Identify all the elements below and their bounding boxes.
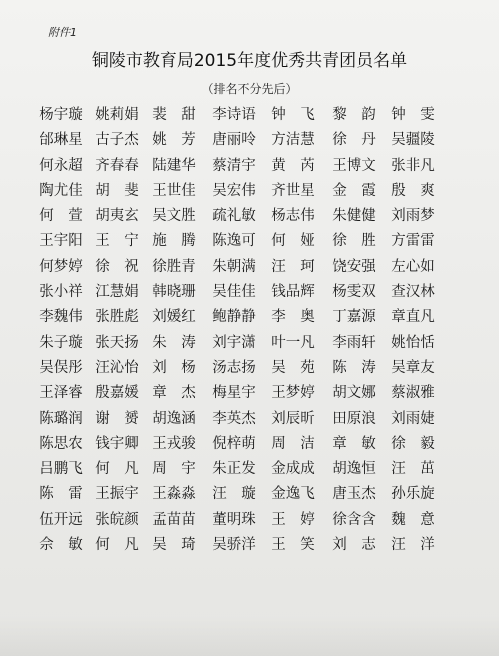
member-name: 吴宏伟 [212,182,256,199]
member-name: 陈思农 [39,435,83,452]
member-name: 陆建华 [152,157,196,174]
name-row [0,408,499,433]
member-name: 王世佳 [152,182,196,199]
member-name: 吴佳佳 [212,284,256,301]
member-name: 刘雨婕 [391,410,435,427]
member-name: 韩晓珊 [152,284,196,301]
name-row [0,256,499,281]
member-name: 倪梓萌 [212,435,256,452]
member-name: 张胜彪 [95,309,139,326]
member-name: 陶尤佳 [39,182,83,199]
member-name: 疏礼敏 [212,208,256,225]
name-row [0,205,499,230]
member-name: 唐丽呤 [212,132,256,149]
member-name: 唐玉杰 [332,486,376,503]
member-name: 伍开远 [39,511,83,528]
member-name: 李雨轩 [332,334,376,351]
member-name: 章 敏 [332,435,376,452]
member-name: 鲍静静 [212,309,256,326]
member-name: 殷嘉媛 [95,385,139,402]
member-name: 徐 胜 [332,233,376,250]
member-name: 陈 雷 [39,486,83,503]
member-name: 汤志扬 [212,359,256,376]
member-name: 王梦婷 [271,385,315,402]
member-name: 裴 甜 [152,107,196,123]
member-name: 王淼淼 [152,486,196,503]
member-name: 钟 雯 [391,107,435,123]
member-name: 章直凡 [391,309,435,326]
member-name: 金成成 [271,461,315,478]
member-name: 吴俣彤 [39,359,83,376]
member-name: 齐世星 [271,182,315,199]
member-name: 邰琳星 [39,132,83,149]
member-name: 朱正发 [212,461,256,478]
member-name: 张皖颜 [95,511,139,528]
member-name: 汪 珂 [271,258,315,275]
name-row [0,155,499,180]
name-row [0,382,499,407]
member-name: 王 宁 [95,233,139,250]
member-name: 施 腾 [152,233,196,250]
member-name: 姚 芳 [152,132,196,149]
member-name: 方雷雷 [391,233,435,250]
member-name: 张天扬 [95,334,139,351]
member-name: 张小祥 [39,284,83,301]
member-name: 刘媛红 [152,309,196,326]
name-row [0,306,499,331]
member-name: 魏 意 [391,511,435,528]
member-name: 何永超 [39,157,83,174]
member-name: 江慧娟 [95,284,139,301]
member-name: 吕鹏飞 [39,461,83,478]
member-name: 孙乐旋 [391,486,435,503]
member-name: 徐 毅 [391,435,435,452]
member-name: 李诗语 [212,107,256,123]
member-name: 钱宇卿 [95,435,139,452]
member-name: 谢 赟 [95,410,139,427]
member-name: 张非凡 [391,157,435,174]
member-name: 叶一凡 [271,334,315,351]
member-name: 梅星宇 [212,385,256,402]
member-name: 徐 祝 [95,258,139,275]
member-name: 何 凡 [95,537,139,554]
member-name: 刘 志 [332,537,376,554]
member-name: 陈逸可 [212,233,256,250]
member-name: 孟苗苗 [152,511,196,528]
member-name: 刘雨梦 [391,208,435,225]
member-name: 李 奥 [271,309,315,326]
member-name: 李英杰 [212,410,256,427]
member-name: 王振宇 [95,486,139,503]
member-name: 左心如 [391,258,435,275]
member-name: 杨宇璇 [39,107,83,123]
member-name: 胡文娜 [332,385,376,402]
name-list [0,104,499,559]
member-name: 周 洁 [271,435,315,452]
member-name: 刘辰昕 [271,410,315,427]
member-name: 朱子璇 [39,334,83,351]
attachment-label: 附件1 [48,26,77,39]
member-name: 朱 涛 [152,334,196,351]
member-name: 王宇阳 [39,233,83,250]
member-name: 刘 杨 [152,359,196,376]
member-name: 蔡清宇 [212,157,256,174]
member-name: 徐含含 [332,511,376,528]
member-name: 田原浪 [332,410,376,427]
member-name: 刘宇潇 [212,334,256,351]
member-name: 董明珠 [212,511,256,528]
name-row [0,458,499,483]
member-name: 查汉林 [391,284,435,301]
member-name: 吴疆陵 [391,132,435,149]
member-name: 姚莉娟 [95,107,139,123]
member-name: 陈璐润 [39,410,83,427]
name-row [0,104,499,129]
member-name: 吴文胜 [152,208,196,225]
member-name: 方洁慧 [271,132,315,149]
member-name: 王泽睿 [39,385,83,402]
name-row [0,332,499,357]
member-name: 胡夷玄 [95,208,139,225]
member-name: 朱健健 [332,208,376,225]
member-name: 汪 洋 [391,537,435,554]
member-name: 李魏伟 [39,309,83,326]
page-title: 铜陵市教育局2015年度优秀共青团员名单 [91,51,408,71]
member-name: 周 宇 [152,461,196,478]
member-name: 陈 涛 [332,359,376,376]
name-row [0,357,499,382]
member-name: 饶安强 [332,258,376,275]
member-name: 钱品辉 [271,284,315,301]
member-name: 黎 韵 [332,107,376,123]
member-name: 王 婷 [271,511,315,528]
member-name: 金逸飞 [271,486,315,503]
name-row [0,483,499,508]
page-shadow [0,616,499,656]
member-name: 丁嘉源 [332,309,376,326]
member-name: 何梦婷 [39,258,83,275]
member-name: 佘 敏 [39,537,83,554]
name-row [0,180,499,205]
name-row [0,129,499,154]
member-name: 王戎骏 [152,435,196,452]
member-name: 王博文 [332,157,376,174]
member-name: 朱朝满 [212,258,256,275]
member-name: 金 霞 [332,182,376,199]
member-name: 古子杰 [95,132,139,149]
name-row [0,230,499,255]
page-subtitle: （排名不分先后） [201,82,298,96]
member-name: 杨雯双 [332,284,376,301]
member-name: 钟 飞 [271,107,315,123]
name-row [0,534,499,559]
member-name: 胡逸恒 [332,461,376,478]
member-name: 王 笑 [271,537,315,554]
member-name: 汪 茁 [391,461,435,478]
member-name: 何 娅 [271,233,315,250]
member-name: 汪 璇 [212,486,256,503]
member-name: 胡 斐 [95,182,139,199]
member-name: 姚怡恬 [391,334,435,351]
name-row [0,433,499,458]
member-name: 吴 琦 [152,537,196,554]
member-name: 徐 丹 [332,132,376,149]
member-name: 吴 苑 [271,359,315,376]
member-name: 齐春春 [95,157,139,174]
member-name: 吴章友 [391,359,435,376]
member-name: 吴骄洋 [212,537,256,554]
member-name: 杨志伟 [271,208,315,225]
member-name: 胡逸涵 [152,410,196,427]
member-name: 殷 爽 [391,182,435,199]
member-name: 何 萱 [39,208,83,225]
member-name: 蔡淑雅 [391,385,435,402]
member-name: 何 凡 [95,461,139,478]
member-name: 章 杰 [152,385,196,402]
member-name: 汪沁怡 [95,359,139,376]
member-name: 徐胜青 [152,258,196,275]
member-name: 黄 芮 [271,157,315,174]
name-row [0,509,499,534]
name-row [0,281,499,306]
